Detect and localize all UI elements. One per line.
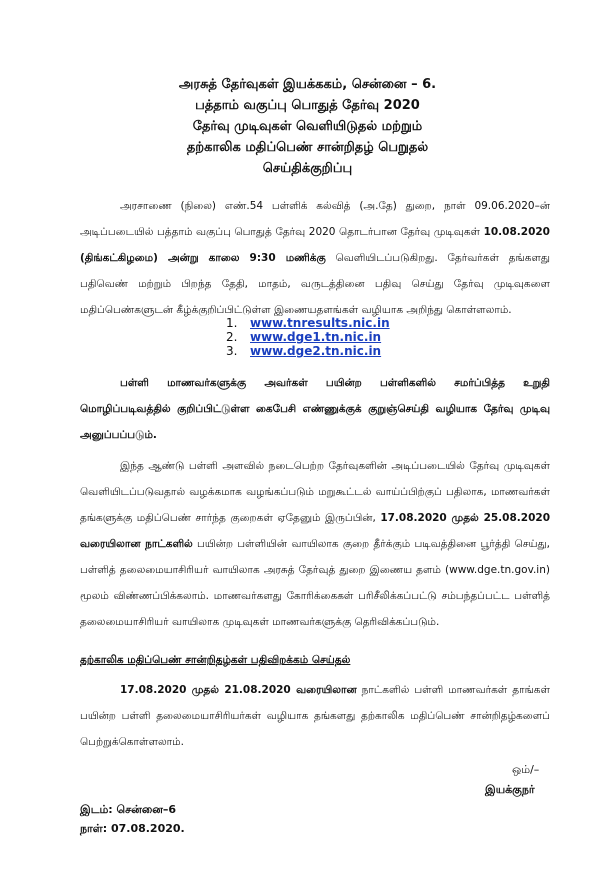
link-number: 3. (226, 344, 238, 358)
paragraph-certificate (80, 677, 550, 755)
section-heading-certificate: தற்காலிக மதிப்பெண் சான்றிதழ்கள் பதிவிறக்கம் செய்தல் (80, 654, 351, 666)
link-number: 2. (226, 330, 238, 344)
signed-mark: ஒம்/– (512, 763, 540, 776)
paragraph-results-release (80, 193, 550, 323)
para1-date: 10.08.2020 (திங்கட்கிழமை) அன்று காலை 9:30 மணிக்கு (80, 226, 550, 264)
link-dge2[interactable]: www.dge2.tn.nic.in (250, 344, 382, 358)
results-links-list (226, 316, 390, 358)
para3-text-b: பயின்ற பள்ளியின் வாயிலாக குறை தீர்க்கும் படிவத்தினை பூர்த்தி செய்து, பள்ளித் தலைமையாசிரியர் வாயிலாக அரசுத் தேர்வுத் துறை இணைய தளம் ( (80, 538, 550, 576)
document-header (0, 74, 615, 179)
paragraph-sms (80, 370, 550, 448)
footer-date: நாள்: 07.08.2020. (80, 822, 185, 835)
link-tnresults[interactable]: www.tnresults.nic.in (250, 316, 390, 330)
list-item (226, 344, 390, 358)
para4-date: 17.08.2020 முதல் 21.08.2020 வரையிலான (120, 684, 357, 696)
header-results: தேர்வு முடிவுகள் வெளியிடுதல் மற்றும் (192, 119, 423, 134)
para1-text-a: அரசாணை (நிலை) எண்.54 பள்ளிக் கல்வித் (அ.தே) துறை, நாள் 09.06.2020–ன் அடிப்படையில் பத்தாம் வகுப்பு பொதுத் தேர்வு 2020 தொடர்பான தேர்வு முடிவுகள் (80, 200, 550, 238)
para3-date: 17.08.2020 முதல் 25.08.2020 வரையிலான நாட்களில் (80, 512, 550, 550)
link-number: 1. (226, 316, 238, 330)
para3-text-c: ) மூலம் விண்ணப்பிக்கலாம். மாணவர்களது கோரிக்கைகள் பரிசீலிக்கப்பட்டு சம்பந்தப்பட்ட பள்ளித் தலைமையாசிரியர் வாயிலாக முடிவுகள் மாணவர்களுக்கு தெரிவிக்கப்படும். (80, 564, 550, 628)
para3-text-a: இந்த ஆண்டு பள்ளி அளவில் நடைபெற்ற தேர்வுகளின் அடிப்படையில் தேர்வு முடிவுகள் வெளியிடப்படுவதால் வழக்கமாக வழங்கப்படும் மறுகூட்டல் வாய்ப்பிற்குப் பதிலாக, மாணவர்கள் தங்களுக்கு மதிப்பெண் சார்ந்த குறைகள் ஏதேனும் இருப்பின், (80, 460, 550, 524)
footer-place: இடம்: சென்னை–6 (80, 803, 177, 816)
header-exam: பத்தாம் வகுப்பு பொதுத் தேர்வு 2020 (195, 98, 420, 113)
list-item (226, 316, 390, 330)
signatory-designation: இயக்குநர் (485, 783, 535, 796)
header-press-release: செய்திக்குறிப்பு (262, 161, 353, 176)
paragraph-grievance (80, 453, 550, 635)
list-item (226, 330, 390, 344)
link-dge1[interactable]: www.dge1.tn.nic.in (250, 330, 382, 344)
para4-text: நாட்களில் பள்ளி மாணவர்கள் தாங்கள் பயின்ற பள்ளி தலைமையாசிரியர்கள் வழியாக தங்களது தற்காலிக மதிப்பெண் சான்றிதழ்களைப் பெற்றுக்கொள்ளலாம். (80, 684, 550, 748)
dge-website-link[interactable]: www.dge.tn.gov.in (449, 564, 546, 576)
para1-text-b: வெளியிடப்படுகிறது. தேர்வர்கள் தங்களது பதிவெண் மற்றும் பிறந்த தேதி, மாதம், வருடத்தினை பதிவு செய்து தேர்வு முடிவுகளை மதிப்பெண்களுடன் கீழ்க்குறிப்பிட்டுள்ள இணையதளங்கள் வழியாக அறிந்து கொள்ளலாம். (80, 252, 550, 316)
header-department: அரசுத் தேர்வுகள் இயக்ககம், சென்னை – 6. (178, 77, 437, 92)
para2-text: பள்ளி மாணவர்களுக்கு அவர்கள் பயின்ற பள்ளிகளில் சமர்ப்பித்த உறுதி மொழிப்படிவத்தில் குறிப்பிட்டுள்ள கைபேசி எண்ணுக்குக் குறுஞ்செய்தி வழியாக தேர்வு முடிவு அனுப்பப்படும். (80, 377, 550, 441)
header-certificate: தற்காலிக மதிப்பெண் சான்றிதழ் பெறுதல் (186, 140, 429, 155)
